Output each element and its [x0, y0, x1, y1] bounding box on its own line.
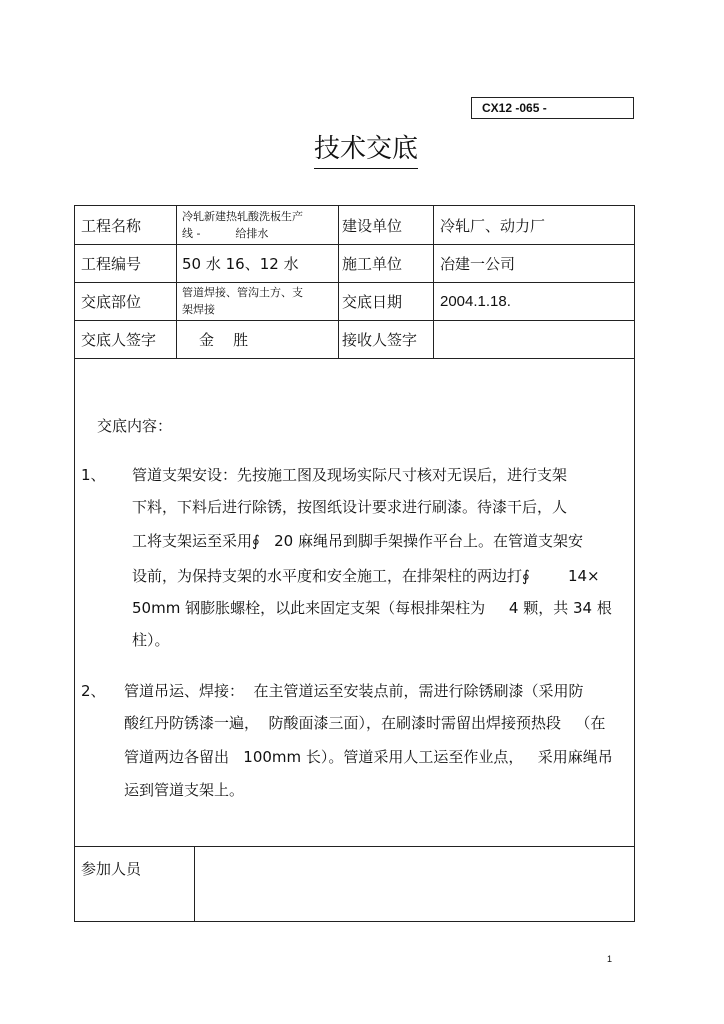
document-title-wrap	[0, 130, 724, 169]
handover-part-line1: 管道焊接、管沟土方、支	[182, 286, 303, 299]
project-number-label: 工程编号	[81, 254, 142, 273]
handover-table	[74, 205, 635, 922]
content-heading: 交底内容：	[97, 417, 173, 435]
participants-label: 参加人员	[81, 859, 142, 878]
item1-line: 50mm 钢膨胀螺栓，以此来固定支架（每根排架柱为 4 颗，共 34 根	[132, 599, 612, 617]
construction-unit-label: 建设单位	[342, 216, 403, 235]
column-divider	[433, 206, 434, 358]
item2-number: 2、	[81, 682, 106, 700]
construction-unit-value: 冷轧厂、动力厂	[440, 216, 546, 235]
handover-part-label: 交底部位	[81, 292, 142, 311]
column-divider	[176, 206, 177, 358]
column-divider	[338, 206, 339, 358]
project-number-value: 50 水 16、12 水	[182, 254, 299, 273]
handover-part-value	[182, 282, 338, 320]
item1-line: 柱）。	[132, 631, 170, 649]
contractor-value: 冶建一公司	[440, 254, 516, 273]
participants-value	[200, 846, 630, 922]
handover-signer-value: 金 胜	[199, 330, 249, 349]
item1-line: 管道支架安设：先按施工图及现场实际尺寸核对无误后，进行支架	[132, 466, 568, 484]
receiver-signature-label: 接收人签字	[342, 330, 418, 349]
handover-date-value: 2004.1.18.	[440, 292, 511, 310]
item1-line: 设前，为保持支架的水平度和安全施工，在排架柱的两边打∮ 14×	[132, 567, 600, 585]
document-code: CX12 -065 -	[471, 97, 634, 119]
receiver-signature-value	[440, 320, 630, 358]
item2-line: 运到管道支架上。	[124, 781, 245, 799]
handover-signer-label: 交底人签字	[81, 330, 157, 349]
page-number: 1	[607, 954, 613, 964]
handover-date-label: 交底日期	[342, 292, 403, 311]
project-name-line2: 线 - 给排水	[182, 227, 269, 240]
item2-line: 管道两边各留出 100mm 长）。管道采用人工运至作业点， 采用麻绳吊	[124, 748, 613, 766]
handover-part-line2: 架焊接	[182, 303, 215, 316]
contractor-label: 施工单位	[342, 254, 403, 273]
project-name-label: 工程名称	[81, 216, 142, 235]
row-divider	[75, 358, 634, 359]
item1-line: 下料，下料后进行除锈，按图纸设计要求进行刷漆。待漆干后，人	[132, 498, 568, 516]
column-divider	[194, 846, 195, 922]
item1-number: 1、	[81, 466, 106, 484]
document-title: 技术交底	[314, 130, 418, 169]
item2-line: 管道吊运、焊接： 在主管道运至安装点前，需进行除锈刷漆（采用防	[124, 682, 584, 700]
item2-line: 酸红丹防锈漆一遍， 防酸面漆三面），在刷漆时需留出焊接预热段 （在	[124, 714, 606, 732]
project-name-value	[182, 206, 338, 244]
item1-line: 工将支架运至采用∮ 20 麻绳吊到脚手架操作平台上。在管道支架安	[132, 532, 583, 550]
project-name-line1: 冷轧新建热轧酸洗板生产	[182, 210, 303, 223]
